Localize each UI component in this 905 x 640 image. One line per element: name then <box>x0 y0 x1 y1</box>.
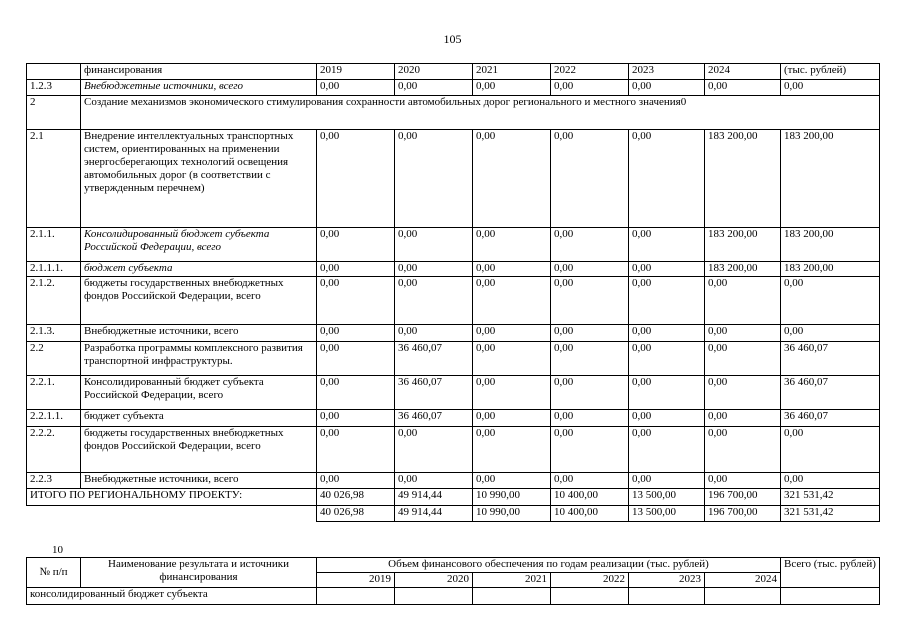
row-value: 0,00 <box>781 325 880 342</box>
row-value: 183 200,00 <box>781 130 880 228</box>
row-value: 36 460,07 <box>395 376 473 410</box>
row-value: 0,00 <box>629 80 705 96</box>
row-number: 1.2.3 <box>27 80 81 96</box>
header-year: 2022 <box>551 573 629 588</box>
row-label: бюджеты государственных внебюджетных фондов Российской Федерации, всего <box>81 277 317 325</box>
total-value: 40 026,98 <box>317 489 395 506</box>
table-row <box>27 325 880 342</box>
empty-cell <box>317 588 395 605</box>
row-value: 0,00 <box>317 277 395 325</box>
financing-table <box>26 63 880 522</box>
row-number: 2.1.1. <box>27 228 81 262</box>
table-row <box>27 228 880 262</box>
row-value: 0,00 <box>629 228 705 262</box>
row-number: 2.1.1.1. <box>27 262 81 277</box>
row-value: 0,00 <box>317 427 395 473</box>
row-value: 0,00 <box>317 376 395 410</box>
header-year: 2023 <box>629 573 705 588</box>
total-value: 40 026,98 <box>317 506 395 522</box>
head-year: 2024 <box>705 64 781 80</box>
row-value: 0,00 <box>395 80 473 96</box>
row-value: 0,00 <box>395 473 473 489</box>
table-row <box>27 473 880 489</box>
row-value: 0,00 <box>781 80 880 96</box>
table-row <box>27 96 880 130</box>
row-value: 0,00 <box>317 228 395 262</box>
row-value: 36 460,07 <box>781 410 880 427</box>
row-value: 0,00 <box>551 277 629 325</box>
table-row <box>27 342 880 376</box>
row-value: 183 200,00 <box>781 262 880 277</box>
row-label: Консолидированный бюджет субъекта Российской Федерации, всего <box>81 376 317 410</box>
row-value: 36 460,07 <box>395 342 473 376</box>
row-value: 0,00 <box>551 410 629 427</box>
row-number: 2 <box>27 96 81 130</box>
row-label: бюджеты государственных внебюджетных фондов Российской Федерации, всего <box>81 427 317 473</box>
row-value: 0,00 <box>629 342 705 376</box>
row-value: 0,00 <box>705 427 781 473</box>
table-row <box>27 277 880 325</box>
total-value: 49 914,44 <box>395 489 473 506</box>
row-value: 0,00 <box>317 262 395 277</box>
results-header-table <box>26 557 880 605</box>
table-row <box>27 410 880 427</box>
row-value: 0,00 <box>705 277 781 325</box>
row-number: 2.2.1.1. <box>27 410 81 427</box>
table-row <box>27 376 880 410</box>
row-value: 0,00 <box>705 410 781 427</box>
row-value: 0,00 <box>473 228 551 262</box>
row-value: 0,00 <box>317 80 395 96</box>
table-row <box>27 130 880 228</box>
row-number: 2.1.3. <box>27 325 81 342</box>
row-label: Внедрение интеллектуальных транспортных систем, ориентированных на применении энергосберегающих технологий освещения автомобильных дорог (в соответствии с утвержденным перечнем) <box>81 130 317 228</box>
total-value: 10 400,00 <box>551 506 629 522</box>
row-value: 0,00 <box>473 427 551 473</box>
row-value: 0,00 <box>629 473 705 489</box>
row-value: 0,00 <box>705 376 781 410</box>
row-value: 0,00 <box>317 342 395 376</box>
row-label: Внебюджетные источники, всего <box>81 473 317 489</box>
row-label: Внебюджетные источники, всего <box>81 325 317 342</box>
row-number: 2.1 <box>27 130 81 228</box>
row-value: 36 460,07 <box>781 376 880 410</box>
row-value: 0,00 <box>473 342 551 376</box>
row-value: 0,00 <box>473 262 551 277</box>
row-value: 0,00 <box>629 376 705 410</box>
row-value: 0,00 <box>395 325 473 342</box>
row-number: 2.2.3 <box>27 473 81 489</box>
row-value: 0,00 <box>629 262 705 277</box>
row-value: 0,00 <box>473 80 551 96</box>
row-value: 0,00 <box>317 130 395 228</box>
empty-cell <box>551 588 629 605</box>
row-value: 0,00 <box>705 80 781 96</box>
header-year: 2020 <box>395 573 473 588</box>
row-value: 0,00 <box>317 410 395 427</box>
header-name: Наименование результата и источники финансирования <box>81 558 317 588</box>
row-value: 0,00 <box>551 427 629 473</box>
empty-cell <box>705 588 781 605</box>
total-value: 321 531,42 <box>781 506 880 522</box>
row-label: Разработка программы комплексного развития транспортной инфраструктуры. <box>81 342 317 376</box>
row-value: 0,00 <box>629 427 705 473</box>
row-value: 0,00 <box>551 228 629 262</box>
row-value: 0,00 <box>395 130 473 228</box>
head-year: 2022 <box>551 64 629 80</box>
row-value: 36 460,07 <box>395 410 473 427</box>
row-label: бюджет субъекта <box>81 262 317 277</box>
row-label: бюджет субъекта <box>81 410 317 427</box>
row-value: 0,00 <box>551 342 629 376</box>
head-year: 2021 <box>473 64 551 80</box>
row-value: 0,00 <box>473 410 551 427</box>
row-number: 2.2 <box>27 342 81 376</box>
total-value: 13 500,00 <box>629 489 705 506</box>
total-value: 196 700,00 <box>705 506 781 522</box>
total-value: 49 914,44 <box>395 506 473 522</box>
last-row-label: консолидированный бюджет субъекта <box>27 588 317 605</box>
row-value: 36 460,07 <box>781 342 880 376</box>
row-value: 0,00 <box>395 262 473 277</box>
header-year: 2021 <box>473 573 551 588</box>
head-label: финансирования <box>81 64 317 80</box>
header-num: № п/п <box>27 558 81 588</box>
table-row <box>27 262 880 277</box>
row-value: 0,00 <box>781 473 880 489</box>
empty-cell <box>473 588 551 605</box>
row-label: Консолидированный бюджет субъекта Российской Федерации, всего <box>81 228 317 262</box>
row-value: 0,00 <box>551 262 629 277</box>
row-value: 183 200,00 <box>705 228 781 262</box>
row-label: Внебюджетные источники, всего <box>81 80 317 96</box>
total-value: 196 700,00 <box>705 489 781 506</box>
row-value: 0,00 <box>317 325 395 342</box>
empty-cell <box>781 588 880 605</box>
row-value: 0,00 <box>551 80 629 96</box>
head-total: (тыс. рублей) <box>781 64 880 80</box>
row-value: 0,00 <box>705 473 781 489</box>
row-value: 0,00 <box>705 325 781 342</box>
head-year: 2023 <box>629 64 705 80</box>
page-number: 105 <box>443 32 462 46</box>
header-volume: Объем финансового обеспечения по годам реализации (тыс. рублей) <box>317 558 781 573</box>
row-value: 0,00 <box>473 130 551 228</box>
section-mark: 10 <box>52 544 63 556</box>
row-number: 2.2.1. <box>27 376 81 410</box>
row-value: 183 200,00 <box>705 262 781 277</box>
row-value: 0,00 <box>551 473 629 489</box>
total-row-repeat <box>27 506 880 522</box>
row-value: 0,00 <box>395 427 473 473</box>
row-number: 2.1.2. <box>27 277 81 325</box>
empty-cell <box>629 588 705 605</box>
row-value: 0,00 <box>551 376 629 410</box>
row-value: 0,00 <box>705 342 781 376</box>
header-year: 2024 <box>705 573 781 588</box>
row-value: 183 200,00 <box>781 228 880 262</box>
total-value: 10 400,00 <box>551 489 629 506</box>
row-value: 0,00 <box>317 473 395 489</box>
row-value: 0,00 <box>629 130 705 228</box>
total-value: 321 531,42 <box>781 489 880 506</box>
row-value: 0,00 <box>551 130 629 228</box>
header-year: 2019 <box>317 573 395 588</box>
head-year: 2019 <box>317 64 395 80</box>
total-label: ИТОГО ПО РЕГИОНАЛЬНОМУ ПРОЕКТУ: <box>27 489 317 506</box>
total-value: 13 500,00 <box>629 506 705 522</box>
row-value: 0,00 <box>473 473 551 489</box>
row-value: 0,00 <box>629 410 705 427</box>
row-value: 0,00 <box>551 325 629 342</box>
head-col1 <box>27 64 81 80</box>
row-value: 0,00 <box>629 325 705 342</box>
head-year: 2020 <box>395 64 473 80</box>
row-value: 0,00 <box>781 427 880 473</box>
row-section-title: Создание механизмов экономического стимулирования сохранности автомобильных дорог регионального и местного значения0 <box>81 96 880 130</box>
row-number: 2.2.2. <box>27 427 81 473</box>
total-row <box>27 489 880 506</box>
table-row <box>27 80 880 96</box>
row-value: 0,00 <box>629 277 705 325</box>
row-value: 0,00 <box>473 325 551 342</box>
row-value: 183 200,00 <box>705 130 781 228</box>
table-row <box>27 427 880 473</box>
row-value: 0,00 <box>781 277 880 325</box>
row-value: 0,00 <box>395 277 473 325</box>
empty-cell <box>395 588 473 605</box>
total-value: 10 990,00 <box>473 489 551 506</box>
header-total: Всего (тыс. рублей) <box>781 558 880 588</box>
row-value: 0,00 <box>395 228 473 262</box>
row-value: 0,00 <box>473 376 551 410</box>
table-head-row <box>27 64 880 80</box>
row-value: 0,00 <box>473 277 551 325</box>
blank-cell <box>27 506 317 522</box>
total-value: 10 990,00 <box>473 506 551 522</box>
